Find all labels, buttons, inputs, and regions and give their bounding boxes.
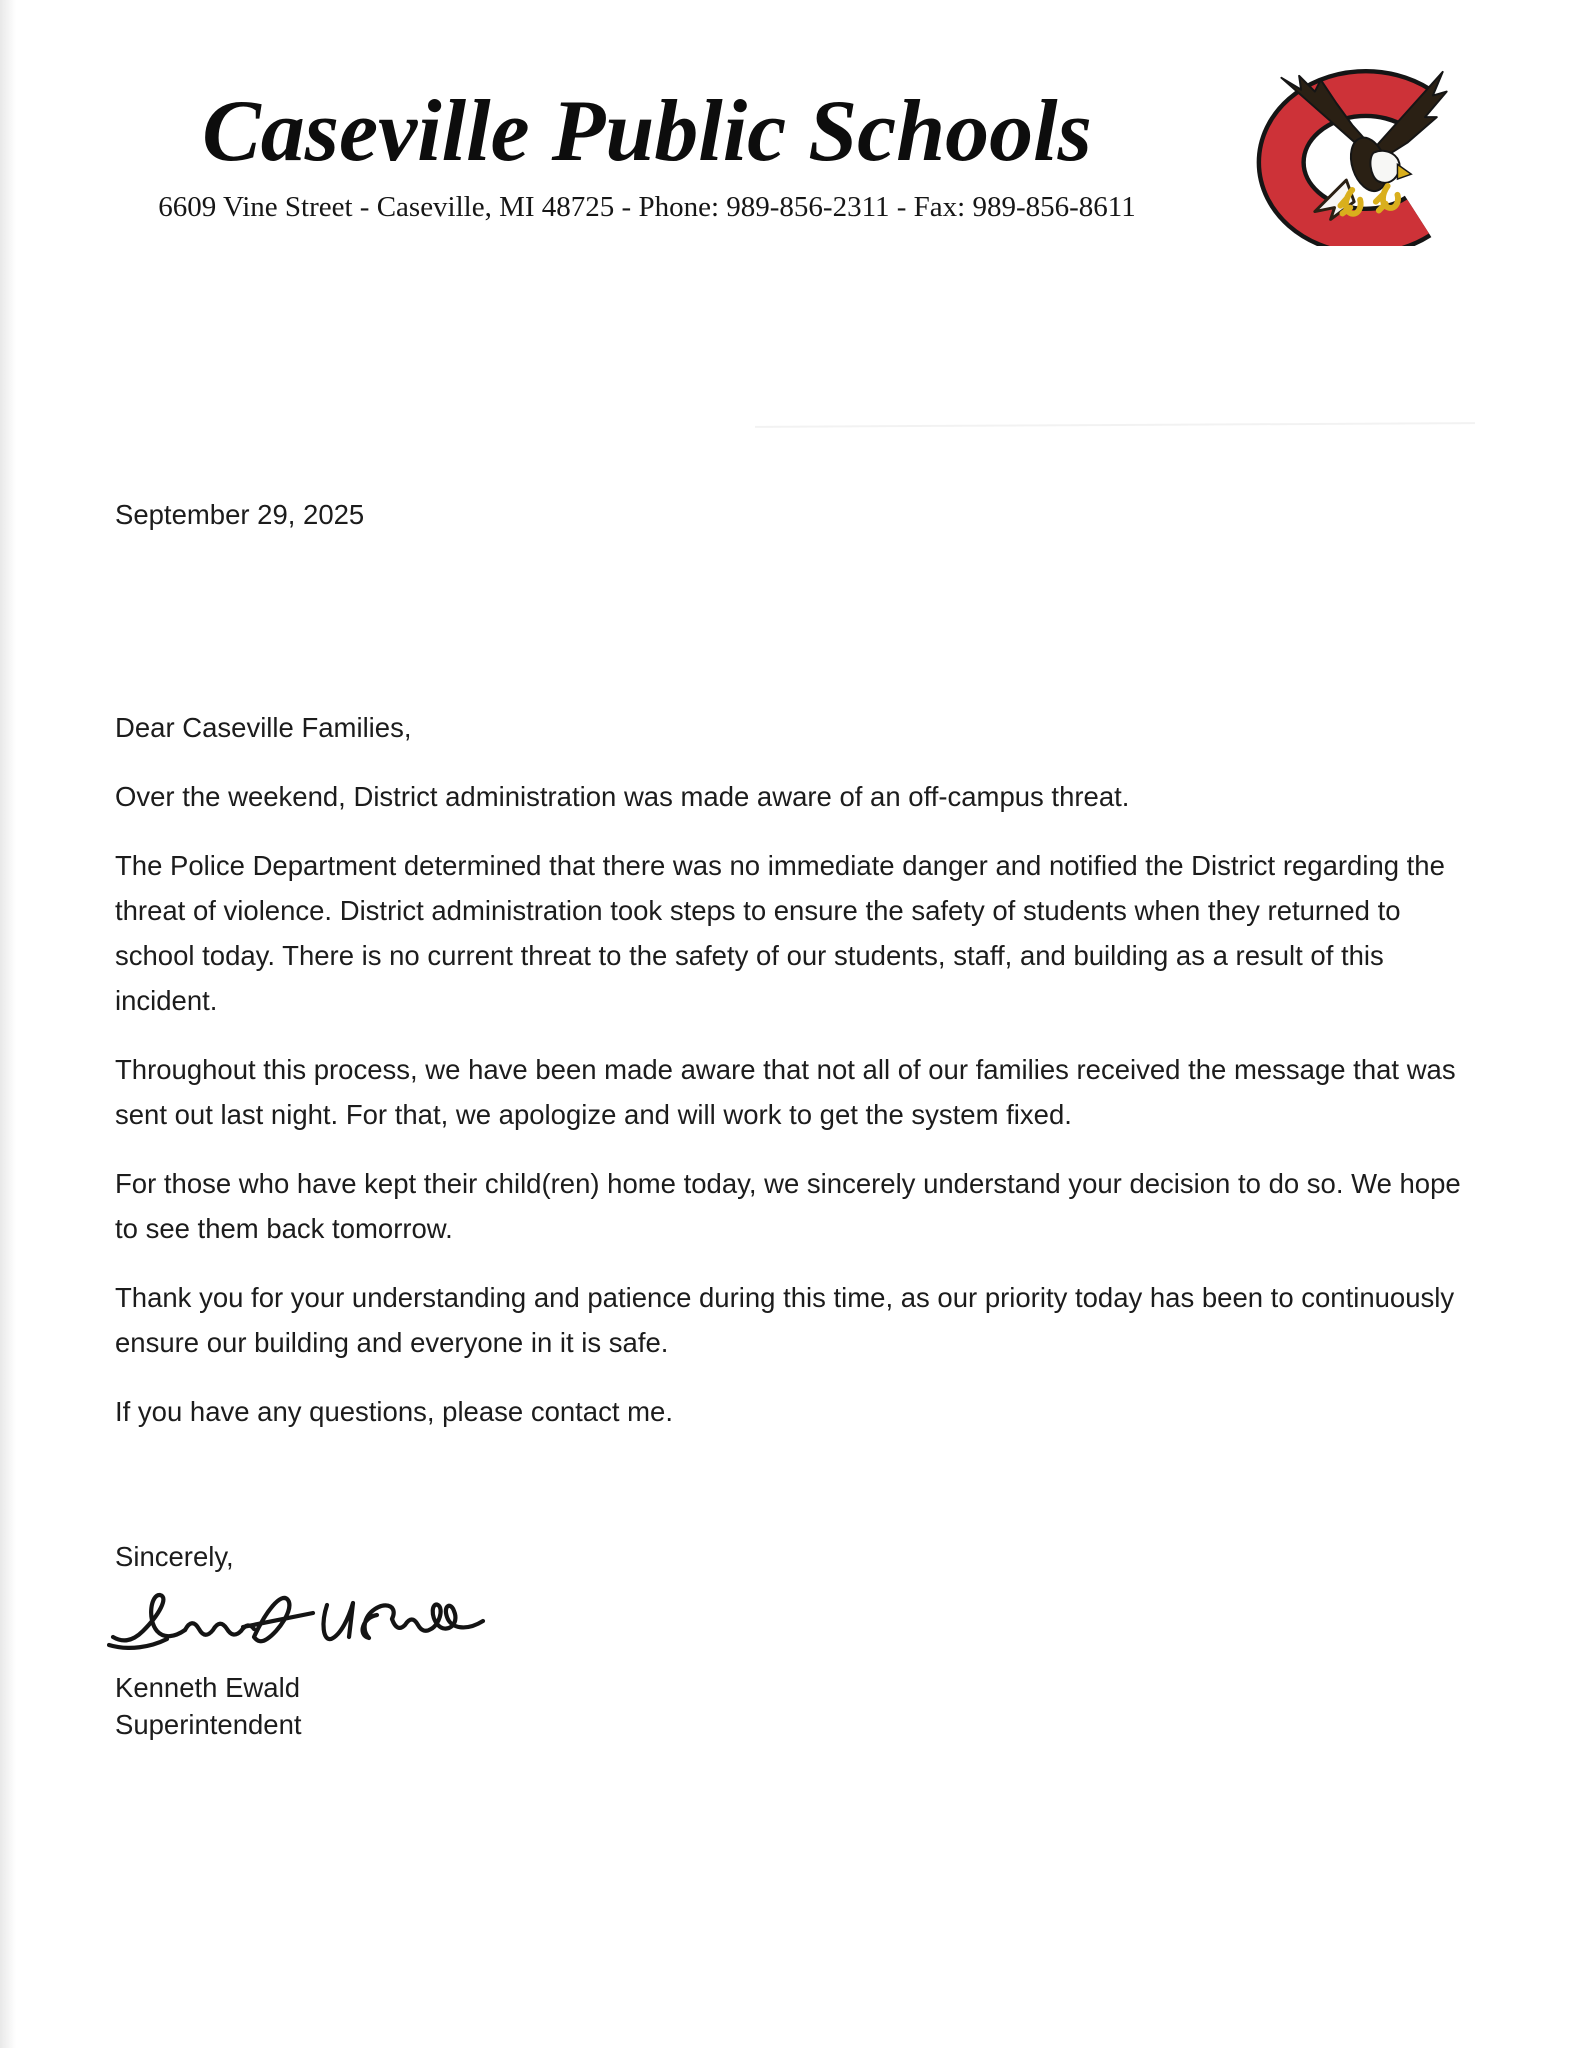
paragraph-1: Over the weekend, District administration was made aware of an off-campus threat. xyxy=(115,781,1130,812)
letter-body xyxy=(115,492,1475,1743)
closing-line: Sincerely, xyxy=(115,1541,234,1572)
letterhead xyxy=(112,83,1182,225)
salutation: Dear Caseville Families, xyxy=(115,712,412,743)
school-name-title: Caseville Public Schools xyxy=(202,83,1092,180)
paragraph-4: For those who have kept their child(ren) home today, we sincerely understand your decision to do so. We hope to see them back tomorrow. xyxy=(115,1168,1461,1244)
paragraph-2: The Police Department determined that there was no immediate danger and notified the District regarding the threat of violence. District administration took steps to ensure the safety of students when they returned to school today. There is no current threat to the safety of our students, staff, and building as a result of this incident. xyxy=(115,850,1445,1016)
signature-name: Kenneth Ewald xyxy=(115,1672,300,1703)
letter-date: September 29, 2025 xyxy=(115,499,365,530)
paragraph-6: If you have any questions, please contact me. xyxy=(115,1396,673,1427)
school-logo xyxy=(1248,64,1484,246)
paragraph-3: Throughout this process, we have been made aware that not all of our families received the message that was sent out last night. For that, we apologize and will work to get the system fixed. xyxy=(115,1054,1456,1130)
paragraph-5: Thank you for your understanding and patience during this time, as our priority today has been to continuously ensure our building and everyone in it is safe. xyxy=(115,1282,1455,1358)
signature-ink-icon xyxy=(107,1585,487,1665)
school-address-line: 6609 Vine Street - Caseville, MI 48725 - Phone: 989-856-2311 - Fax: 989-856-8611 xyxy=(158,191,1136,223)
handwritten-signature xyxy=(107,1585,487,1665)
signature-title: Superintendent xyxy=(115,1709,302,1740)
scan-edge-artifact xyxy=(0,0,16,2048)
eagle-c-logo-icon xyxy=(1248,64,1484,246)
scan-line-artifact xyxy=(755,422,1475,428)
